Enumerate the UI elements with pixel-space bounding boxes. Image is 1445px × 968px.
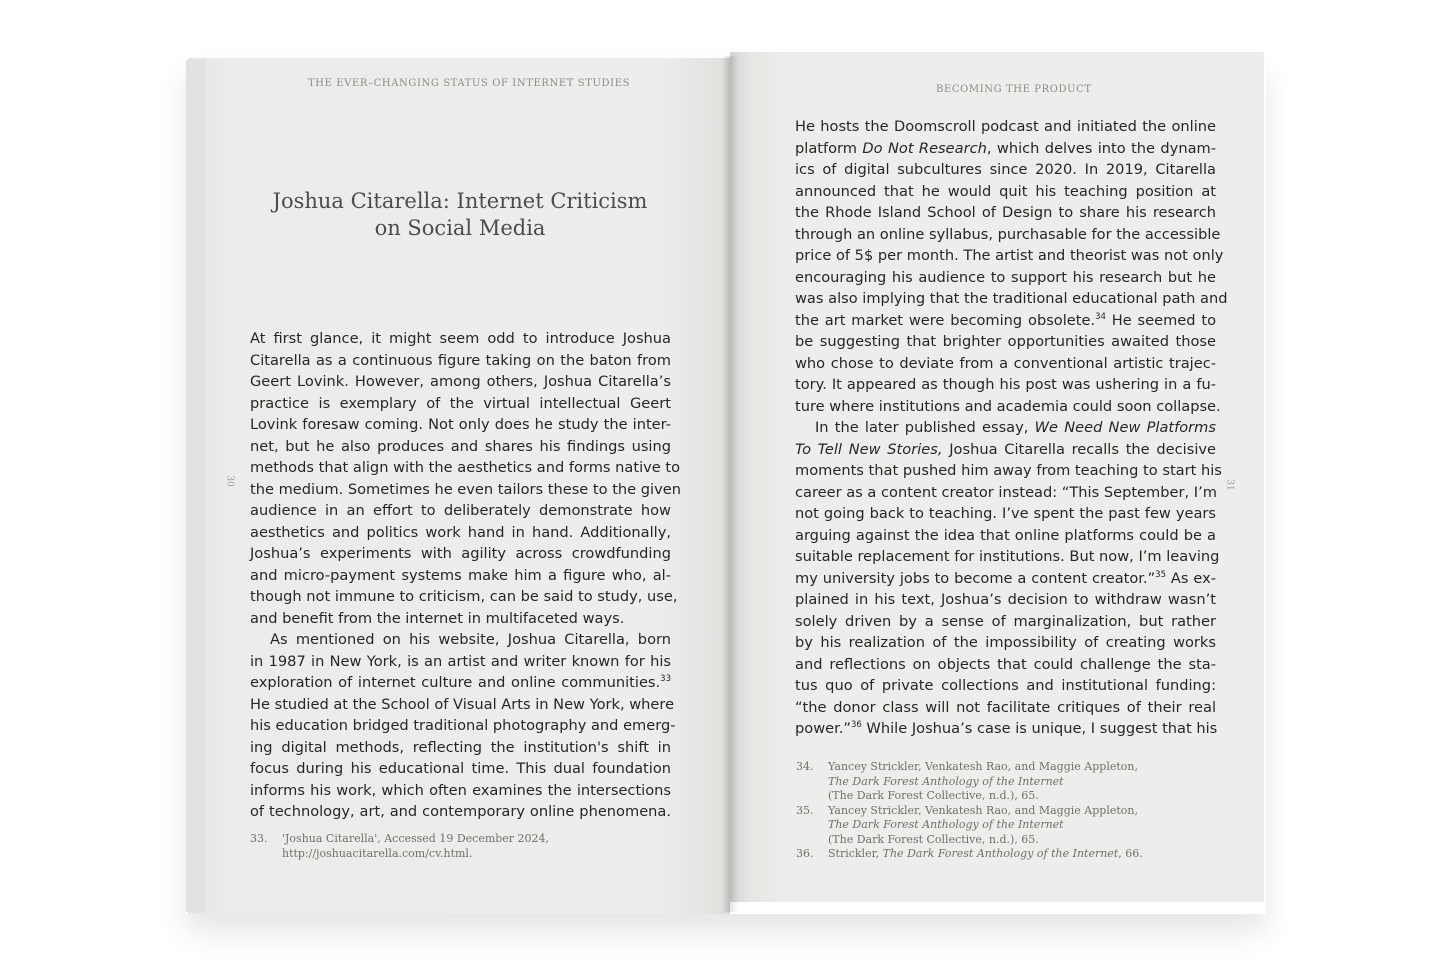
text-line: encouraging his audience to support his research but he xyxy=(795,268,1216,286)
text-line xyxy=(795,138,1216,160)
footnote-line: (The Dark Forest Collective, n.d.), 65. xyxy=(828,832,1039,846)
text-line: Lovink foresaw coming. Not only does he study the inter- xyxy=(250,416,671,433)
footnote-line: Yancey Strickler, Venkatesh Rao, and Maggie Appleton, xyxy=(828,803,1138,817)
text-line: plained in his text, Joshua’s decision to withdraw wasn’t xyxy=(795,591,1216,608)
footnote-number: 36. xyxy=(796,847,814,860)
text-line: ing digital methods, reflecting the institution's shift in xyxy=(250,738,671,756)
left-paragraph-2 xyxy=(250,629,676,823)
italic-title: We Need New Platforms xyxy=(1034,419,1217,436)
footnote-line: The Dark Forest Anthology of the Internet xyxy=(828,774,1064,788)
page-edges xyxy=(186,60,206,912)
text-line: At first glance, it might seem odd to introduce Joshua xyxy=(250,330,671,347)
right-body-text xyxy=(795,116,1228,740)
left-folio: 30 xyxy=(224,475,235,487)
footnote-line: , 66. xyxy=(1118,847,1143,860)
footnote-line: (The Dark Forest Collective, n.d.), 65. xyxy=(828,789,1039,802)
footnote-number: 35. xyxy=(796,803,814,817)
text-line: through an online syllabus, purchasable for the accessible xyxy=(795,225,1221,243)
text-line: the Rhode Island School of Design to share his research xyxy=(795,204,1216,221)
text-line: Geert Lovink. However, among others, Joshua Citarella’s xyxy=(250,373,671,390)
footnote-line: Yancey Strickler, Venkatesh Rao, and Maggie Appleton, xyxy=(828,760,1138,773)
text-line: the medium. Sometimes he even tailors these to the given xyxy=(250,480,681,498)
text-line: ics of digital subcultures since 2020. In 2019, Citarella xyxy=(795,161,1216,178)
left-paragraph-1 xyxy=(250,328,681,629)
footnote-35 xyxy=(796,804,1216,848)
footnote-ref-35[interactable]: 35 xyxy=(1155,569,1166,580)
italic-title: Do Not Research xyxy=(862,139,987,157)
text-line: tory. It appeared as though his post was ushering in a fu- xyxy=(795,376,1216,393)
text-line: As mentioned on his website, Joshua Citarella, born xyxy=(270,631,671,648)
left-footnotes xyxy=(250,832,670,861)
text-line: moments that pushed him away from teaching to start his xyxy=(795,462,1222,479)
footnote-ref-34[interactable]: 34 xyxy=(1095,311,1106,322)
text-line: arguing against the idea that online platforms could be a xyxy=(795,526,1216,544)
text-line xyxy=(795,310,1216,332)
text-line: in 1987 in New York, is an artist and writer known for his xyxy=(250,652,671,670)
left-body-text xyxy=(250,328,681,823)
footnote-text xyxy=(828,847,1216,862)
footnote-line: The Dark Forest Anthology of the Internet xyxy=(882,847,1119,860)
text-line: practice is exemplary of the virtual intellectual Geert xyxy=(250,394,671,412)
text-line: not going back to teaching. I’ve spent the past few years xyxy=(795,505,1216,522)
text-line: though not immune to criticism, can be said to study, use, xyxy=(250,588,678,605)
text-line: solely driven by a sense of marginalization, but rather xyxy=(795,612,1216,630)
footnote-line: Strickler, xyxy=(828,847,883,860)
footnote-33 xyxy=(250,832,670,861)
chapter-title xyxy=(250,188,670,242)
text-line: Citarella as a continuous figure taking on the baton from xyxy=(250,351,671,369)
text-line: informs his work, which often examines the intersections xyxy=(250,781,671,799)
text-line: focus during his educational time. This dual foundation xyxy=(250,760,671,777)
text-line: ture where institutions and academia could soon collapse. xyxy=(795,397,1221,415)
text-line: of technology, art, and contemporary online phenomena. xyxy=(250,803,671,820)
right-folio: 31 xyxy=(1224,479,1235,491)
text-fragment: my university jobs to become a content creator.” xyxy=(795,569,1156,587)
right-running-head: BECOMING THE PRODUCT xyxy=(936,84,1092,95)
text-line xyxy=(795,417,1216,439)
text-line: methods that align with the aesthetics and forms native to xyxy=(250,459,681,476)
chapter-title-line-1: Joshua Citarella: Internet Criticism xyxy=(272,189,648,213)
left-running-head: THE EVER–CHANGING STATUS OF INTERNET STUDIES xyxy=(308,78,631,89)
right-footnotes xyxy=(796,760,1216,862)
text-line: He hosts the Doomscroll podcast and initiated the online xyxy=(795,118,1216,135)
text-line: tus quo of private collections and institutional funding: xyxy=(795,677,1216,694)
text-fragment: As ex- xyxy=(1165,569,1216,587)
footnote-ref-36[interactable]: 36 xyxy=(850,720,862,730)
right-paragraph-1 xyxy=(795,116,1228,417)
right-paragraph-2 xyxy=(795,417,1222,740)
text-fragment: Joshua Citarella recalls the decisive xyxy=(942,440,1216,458)
footnote-text xyxy=(828,804,1216,848)
footnote-text xyxy=(282,832,670,861)
footnote-number: 34. xyxy=(796,760,814,773)
footnote-34 xyxy=(796,760,1216,804)
text-fragment: the art market were becoming obsolete. xyxy=(795,311,1096,329)
footnote-line: 'Joshua Citarella', Accessed 19 December 2024, xyxy=(282,832,550,845)
text-line: who chose to deviate from a conventional artistic trajec- xyxy=(795,354,1216,372)
text-fragment: In the later published essay, xyxy=(815,419,1035,436)
text-line: his education bridged traditional photography and emerg- xyxy=(250,717,676,734)
text-line: Joshua’s experiments with agility across crowdfunding xyxy=(250,545,671,562)
text-line: was also implying that the traditional educational path and xyxy=(795,290,1228,307)
text-fragment: power.” xyxy=(795,720,851,737)
footnote-number: 33. xyxy=(250,832,268,845)
footnote-url[interactable]: http://joshuacitarella.com/cv.html. xyxy=(282,846,473,860)
text-line: aesthetics and politics work hand in hand. Additionally, xyxy=(250,523,671,541)
chapter-title-line-2: on Social Media xyxy=(374,216,546,240)
book-gutter xyxy=(722,56,738,912)
text-line xyxy=(795,718,1216,740)
footnote-ref-33[interactable]: 33 xyxy=(660,674,671,684)
footnote-36 xyxy=(796,847,1216,862)
text-line xyxy=(795,439,1216,461)
italic-title: To Tell New Stories, xyxy=(795,440,943,458)
text-line xyxy=(250,672,671,694)
text-line: audience in an effort to deliberately demonstrate how xyxy=(250,502,671,519)
footnote-text xyxy=(828,760,1216,804)
text-fragment: exploration of internet culture and online communities. xyxy=(250,674,661,691)
text-fragment: , which delves into the dynam- xyxy=(986,139,1216,157)
text-line xyxy=(795,568,1216,590)
footnote-line: The Dark Forest Anthology of the Internet xyxy=(828,818,1064,831)
text-line: net, but he also produces and shares his findings using xyxy=(250,437,671,455)
text-line: career as a content creator instead: “This September, I’m xyxy=(795,483,1217,501)
text-fragment: While Joshua’s case is unique, I suggest that his xyxy=(861,720,1218,737)
text-fragment: platform xyxy=(795,139,863,157)
text-line: by his realization of the impossibility of creating works xyxy=(795,634,1216,651)
text-line: be suggesting that brighter opportunities awaited those xyxy=(795,333,1216,350)
text-line: announced that he would quit his teaching position at xyxy=(795,182,1216,200)
text-line: and reflections on objects that could challenge the sta- xyxy=(795,655,1216,673)
text-line: “the donor class will not facilitate critiques of their real xyxy=(795,698,1216,716)
text-line: and benefit from the internet in multifaceted ways. xyxy=(250,609,625,627)
text-line: suitable replacement for institutions. But now, I’m leaving xyxy=(795,548,1220,565)
text-line: price of 5$ per month. The artist and theorist was not only xyxy=(795,247,1224,264)
text-line: and micro-payment systems make him a figure who, al- xyxy=(250,566,671,584)
text-line: He studied at the School of Visual Arts in New York, where xyxy=(250,695,675,713)
text-fragment: He seemed to xyxy=(1105,311,1216,329)
